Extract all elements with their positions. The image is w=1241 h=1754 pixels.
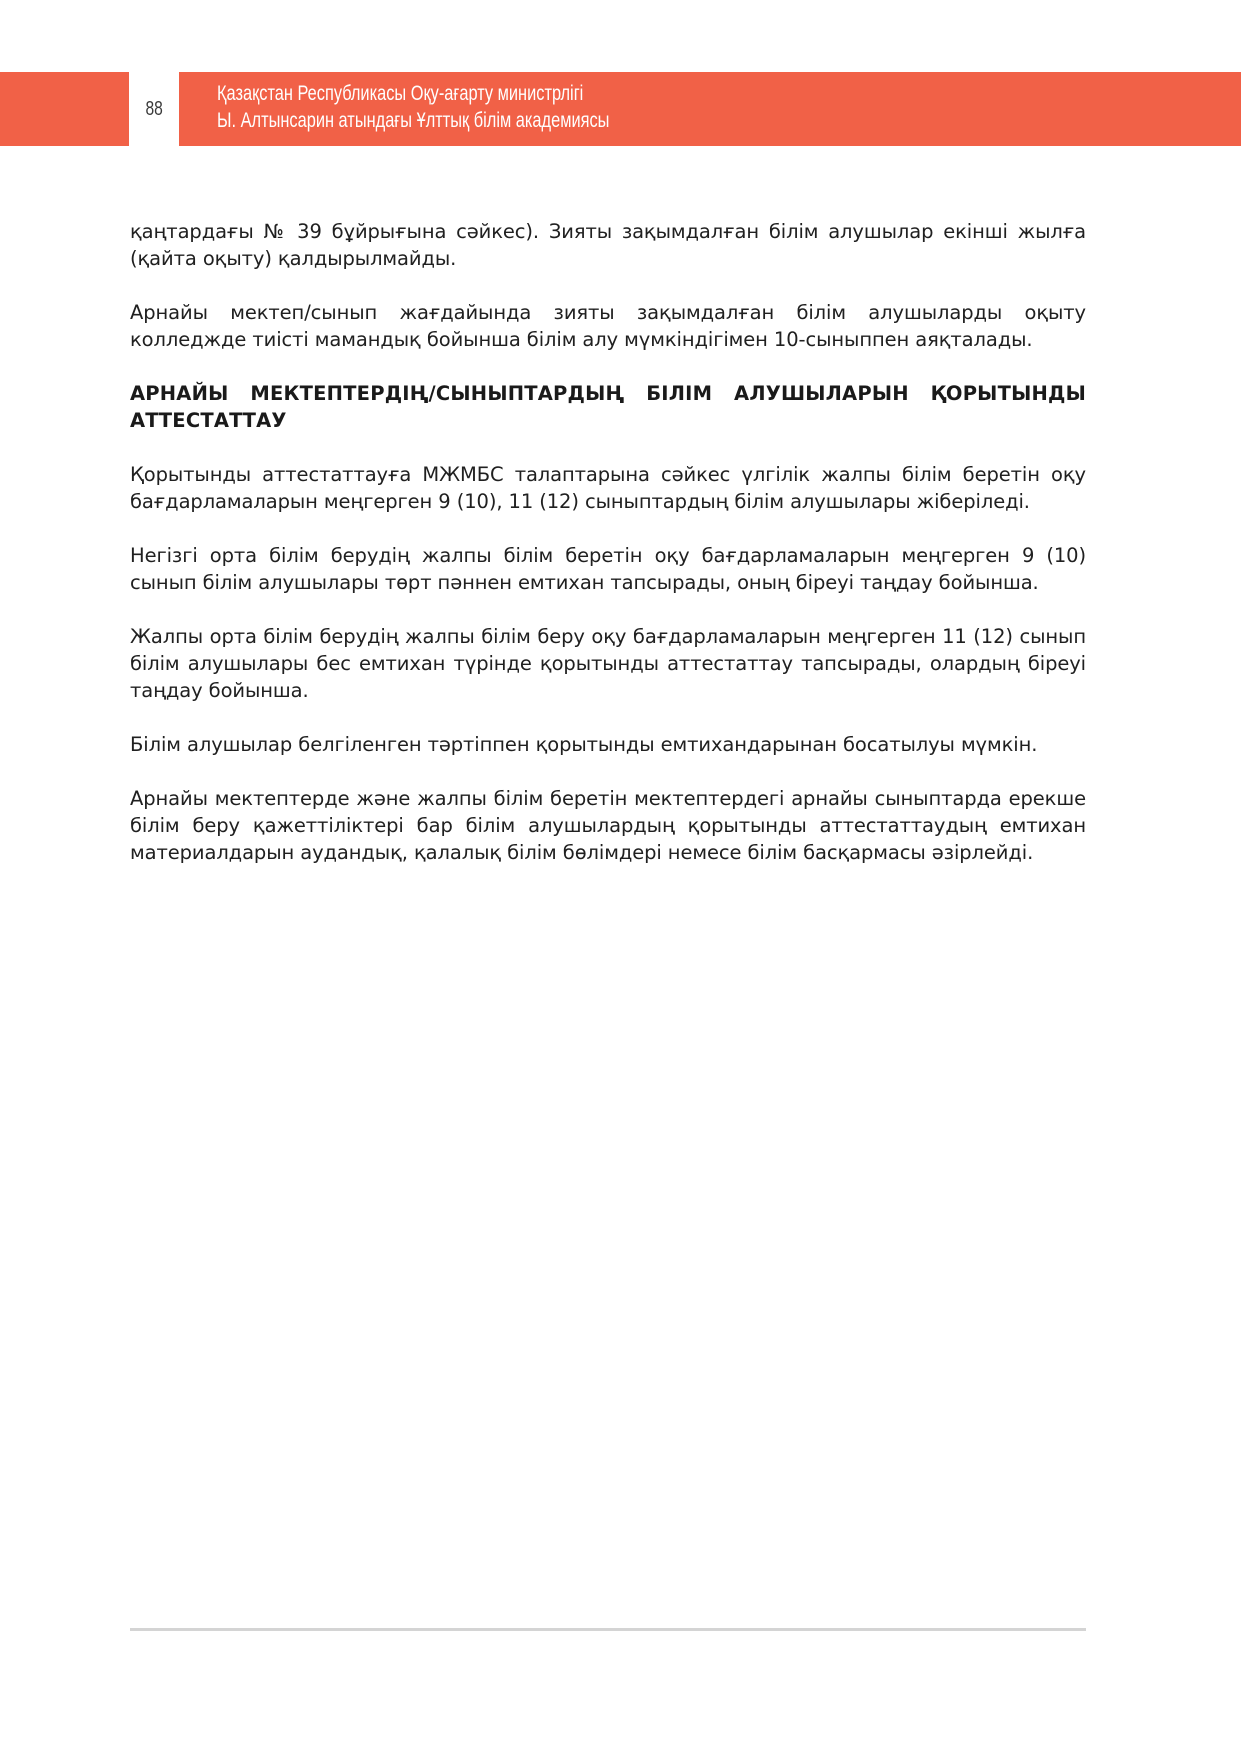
footer-divider: [130, 1628, 1086, 1631]
paragraph-1: қаңтардағы № 39 бұйрығына сәйкес). Зияты зақымдалған білім алушылар екінші жылға (қайта оқыту) қалдырылмайды.: [130, 220, 1086, 270]
header-band-left: [0, 72, 129, 146]
paragraph-4: Негізгі орта білім берудің жалпы білім беретін оқу бағдарламаларын меңгерген 9 (10) сынып білім алушылары төрт пәннен емтихан тапсырады, оның біреуі таңдау бойынша.: [130, 544, 1086, 594]
section-heading: АРНАЙЫ МЕКТЕПТЕРДІҢ/СЫНЫПТАРДЫҢ БІЛІМ АЛУШЫЛАРЫН ҚОРЫТЫНДЫ АТТЕСТАТТАУ: [130, 382, 1086, 432]
paragraph-6: Білім алушылар белгіленген тәртіппен қорытынды емтихандарынан босатылуы мүмкін.: [130, 733, 1038, 756]
page-number-box: [129, 72, 179, 146]
paragraph-2: Арнайы мектеп/сынып жағдайында зияты зақымдалған білім алушыларды оқыту колледжде тиісті мамандық бойынша білім алу мүмкіндігімен 10-сыныппен аяқталады.: [130, 301, 1086, 351]
page-body: [130, 218, 1086, 893]
running-header: [217, 80, 609, 134]
paragraph-3: Қорытынды аттестаттауға МЖМБС талаптарына сәйкес үлгілік жалпы білім беретін оқу бағдарламаларын меңгерген 9 (10), 11 (12) сыныптардың білім алушылары жіберіледі.: [130, 463, 1086, 513]
header-ministry: Қазақстан Республикасы Оқу-ағарту министрлігі: [217, 82, 584, 105]
paragraph-7: Арнайы мектептерде және жалпы білім беретін мектептердегі арнайы сыныптарда ерекше білім беру қажеттіліктері бар білім алушылардың қорытынды аттестаттаудың емтихан материалдарын аудандық, қалалық білім бөлімдері немесе білім басқармасы әзірлейді.: [130, 787, 1086, 864]
page-number: 88: [145, 97, 163, 120]
header-academy: Ы. Алтынсарин атындағы Ұлттық білім академиясы: [217, 109, 610, 132]
paragraph-5: Жалпы орта білім берудің жалпы білім беру оқу бағдарламаларын меңгерген 11 (12) сынып білім алушылары бес емтихан түрінде қорытынды аттестаттау тапсырады, олардың біреуі таңдау бойынша.: [130, 625, 1086, 702]
